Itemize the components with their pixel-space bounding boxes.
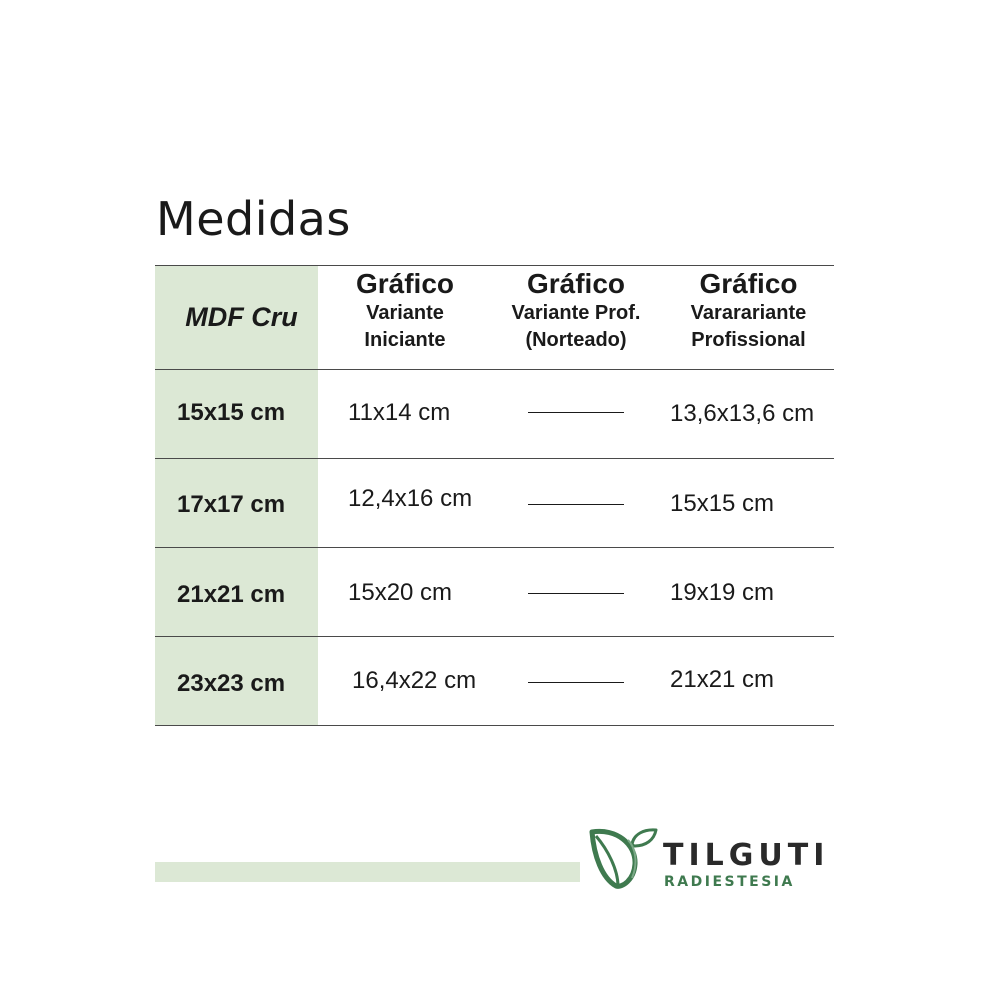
column-header-subtitle: Variante Prof. (Norteado)	[511, 302, 641, 351]
column-header-iniciante	[325, 265, 485, 369]
table-rule	[155, 547, 834, 548]
cell-profissional: 13,6x13,6 cm	[670, 400, 815, 427]
empty-dash	[528, 593, 624, 594]
cell-profissional: 15x15 cm	[670, 490, 775, 517]
row-label: 17x17 cm	[177, 491, 286, 518]
table-rule	[155, 458, 834, 459]
empty-dash	[528, 412, 624, 413]
brand-logo	[588, 826, 838, 890]
row-label: 21x21 cm	[177, 581, 286, 608]
page-title: Medidas	[156, 192, 351, 246]
cell-iniciante: 11x14 cm	[348, 399, 451, 426]
column-header-norteado	[495, 265, 657, 369]
table-rule	[155, 636, 834, 637]
column-header-subtitle: Variante Iniciante	[364, 302, 446, 351]
table-rule	[155, 369, 834, 370]
column-header-title: Gráfico	[699, 268, 798, 299]
corner-header: MDF Cru	[185, 301, 298, 332]
table-rule-bottom	[155, 725, 834, 726]
footer-accent-bar	[155, 862, 580, 882]
cell-profissional: 19x19 cm	[670, 579, 775, 606]
empty-dash	[528, 682, 624, 683]
row-label: 15x15 cm	[177, 399, 286, 426]
cell-iniciante: 12,4x16 cm	[348, 485, 473, 512]
column-header-title: Gráfico	[355, 268, 455, 299]
sizes-table	[155, 265, 834, 726]
empty-dash	[528, 504, 624, 505]
row-label: 23x23 cm	[177, 670, 286, 697]
logo-tagline: RADIESTESIA	[664, 874, 795, 890]
column-header-profissional	[665, 265, 832, 369]
cell-iniciante: 15x20 cm	[348, 579, 453, 606]
cell-iniciante: 16,4x22 cm	[352, 667, 477, 694]
leaf-icon	[588, 826, 660, 890]
logo-wordmark: TILGUTI	[663, 838, 830, 873]
column-header-subtitle: Vararariante Profissional	[690, 302, 807, 351]
column-header-title: Gráfico	[526, 268, 626, 299]
cell-profissional: 21x21 cm	[670, 666, 775, 693]
